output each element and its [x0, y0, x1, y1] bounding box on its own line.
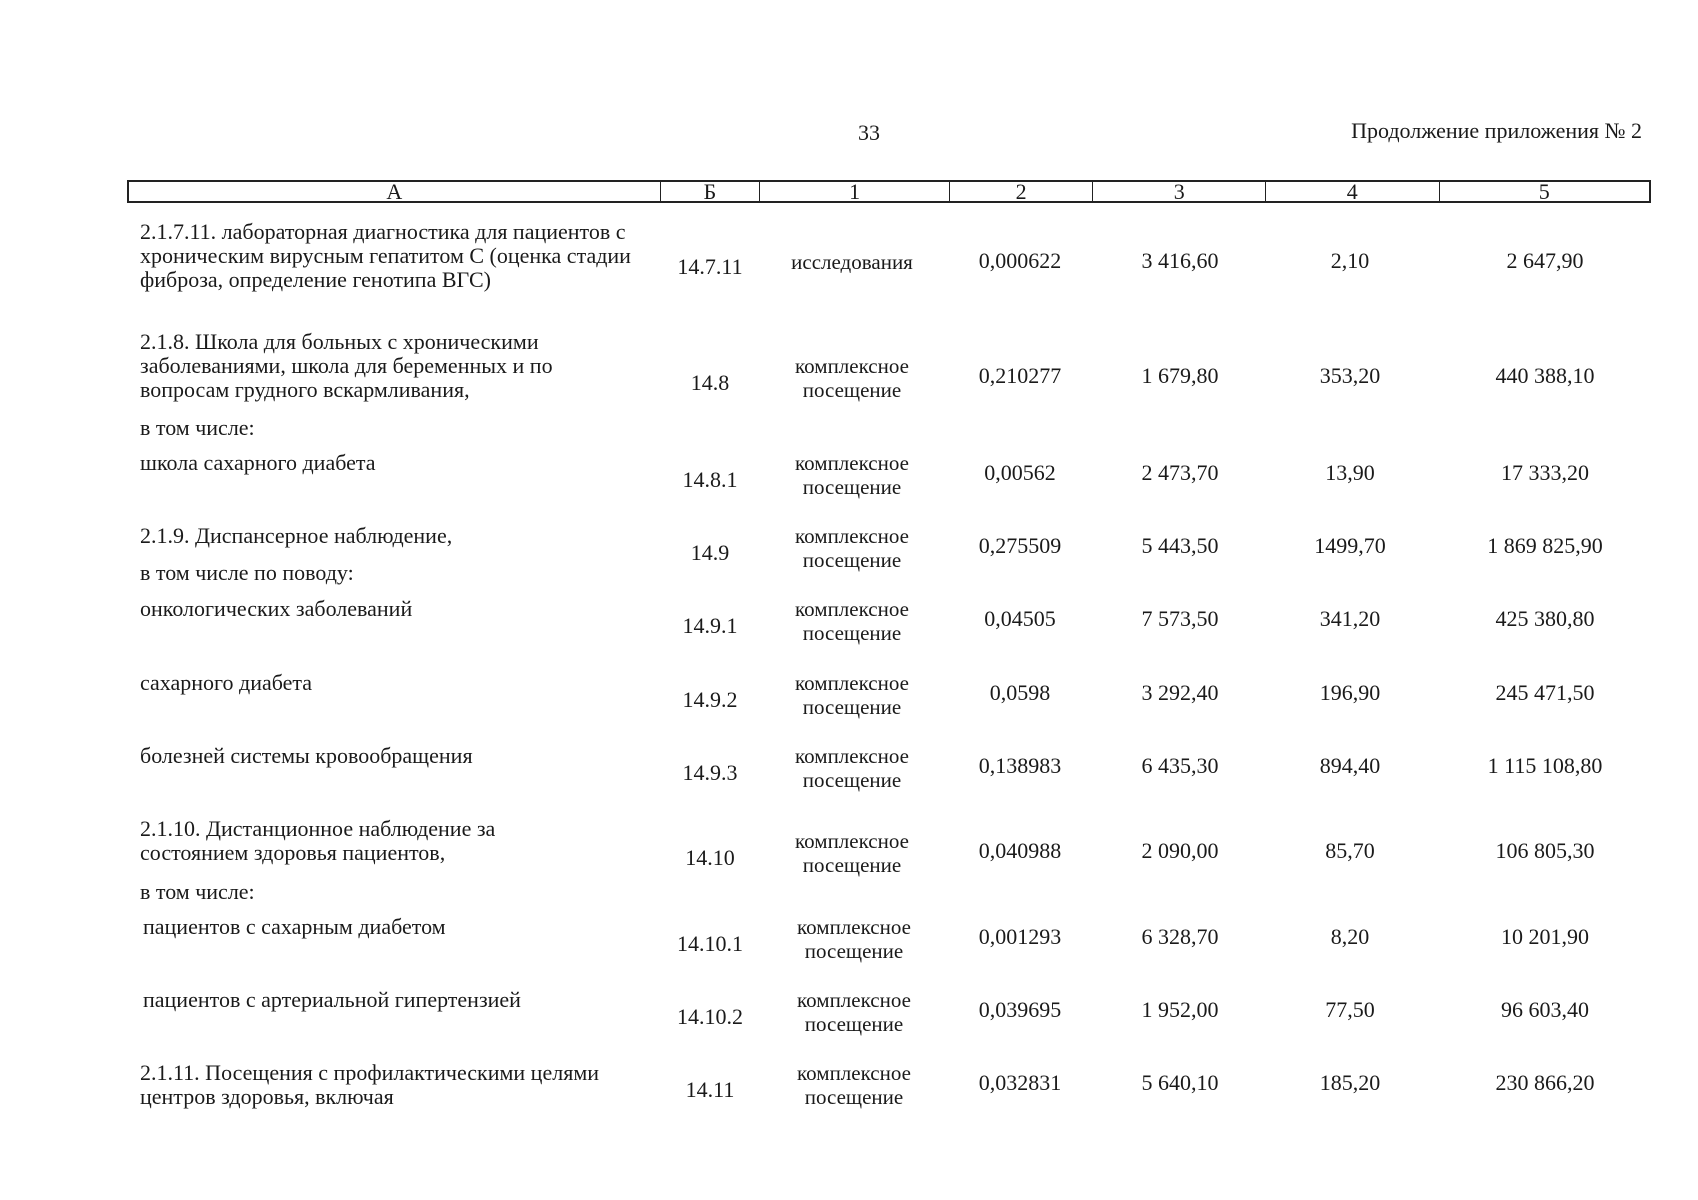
row-col3: 3 416,60: [1141, 248, 1219, 273]
row-name: школа сахарного диабета: [140, 450, 376, 475]
row-col2: 0,039695: [978, 997, 1062, 1022]
column-header-5: 5: [1439, 182, 1649, 201]
row-col5: 425 380,80: [1495, 606, 1595, 631]
row-col2: 0,00562: [984, 460, 1056, 485]
row-code: 14.9: [690, 540, 730, 565]
row-code: 14.10: [685, 845, 735, 870]
row-col4: 77,50: [1325, 997, 1375, 1022]
row-name: в том числе по поводу:: [140, 560, 354, 585]
row-code: 14.11: [685, 1077, 735, 1102]
table-header: [127, 180, 1651, 203]
row-unit: исследования: [791, 250, 913, 274]
row-unit: комплексное посещение: [795, 451, 909, 499]
row-name: в том числе:: [140, 879, 255, 904]
row-code: 14.8: [690, 370, 730, 395]
row-col2: 0,0598: [989, 680, 1051, 705]
row-col3: 5 640,10: [1141, 1070, 1219, 1095]
row-name: 2.1.8. Школа для больных с хроническими заболеваниями, школа для беременных и по вопросам грудного вскармливания,: [140, 329, 553, 402]
row-unit: комплексное посещение: [797, 988, 911, 1036]
row-col4: 1499,70: [1314, 533, 1386, 558]
row-code: 14.8.1: [682, 467, 738, 492]
row-col2: 0,000622: [978, 248, 1062, 273]
column-header-b: Б: [660, 182, 760, 201]
row-col4: 196,90: [1319, 680, 1381, 705]
continuation-label: Продолжение приложения № 2: [1351, 118, 1642, 143]
row-col3: 2 090,00: [1141, 838, 1219, 863]
row-col2: 0,275509: [978, 533, 1062, 558]
row-col3: 6 328,70: [1141, 924, 1219, 949]
page-number: 33: [858, 120, 880, 145]
row-col4: 8,20: [1330, 924, 1370, 949]
row-col3: 3 292,40: [1141, 680, 1219, 705]
row-unit: комплексное посещение: [797, 915, 911, 963]
row-name: 2.1.10. Дистанционное наблюдение за состоянием здоровья пациентов,: [140, 816, 496, 865]
column-header-4: 4: [1265, 182, 1439, 201]
row-col4: 341,20: [1319, 606, 1381, 631]
row-name: 2.1.7.11. лабораторная диагностика для пациентов с хроническим вирусным гепатитом С (оценка стадии фиброза, определение генотипа ВГС): [140, 219, 631, 292]
row-col2: 0,138983: [978, 753, 1062, 778]
row-col3: 1 952,00: [1141, 997, 1219, 1022]
row-col5: 230 866,20: [1495, 1070, 1595, 1095]
row-code: 14.10.1: [677, 931, 743, 956]
row-col2: 0,032831: [978, 1070, 1062, 1095]
row-code: 14.7.11: [677, 254, 743, 279]
row-unit: комплексное посещение: [797, 1061, 911, 1109]
row-code: 14.9.2: [682, 687, 738, 712]
row-col2: 0,04505: [984, 606, 1056, 631]
row-col4: 894,40: [1319, 753, 1381, 778]
row-name: 2.1.11. Посещения с профилактическими целями центров здоровья, включая: [140, 1060, 600, 1109]
row-code: 14.10.2: [677, 1004, 743, 1029]
row-col5: 245 471,50: [1495, 680, 1595, 705]
column-header-a: А: [386, 179, 403, 204]
row-col5: 440 388,10: [1495, 363, 1595, 388]
row-col3: 5 443,50: [1141, 533, 1219, 558]
row-name: пациентов с артериальной гипертензией: [143, 987, 521, 1012]
row-col5: 1 869 825,90: [1487, 533, 1603, 558]
row-col3: 6 435,30: [1141, 753, 1219, 778]
row-unit: комплексное посещение: [795, 671, 909, 719]
row-col2: 0,001293: [978, 924, 1062, 949]
row-col2: 0,210277: [978, 363, 1062, 388]
row-col4: 85,70: [1325, 838, 1375, 863]
row-code: 14.9.3: [682, 760, 738, 785]
row-col3: 2 473,70: [1141, 460, 1219, 485]
row-name: онкологических заболеваний: [140, 596, 413, 621]
row-col5: 10 201,90: [1501, 924, 1589, 949]
row-col4: 185,20: [1319, 1070, 1381, 1095]
row-unit: комплексное посещение: [795, 744, 909, 792]
row-col5: 106 805,30: [1495, 838, 1595, 863]
row-col4: 13,90: [1325, 460, 1375, 485]
column-header-3: 3: [1092, 182, 1265, 201]
row-unit: комплексное посещение: [795, 829, 909, 877]
row-col4: 2,10: [1330, 248, 1370, 273]
row-name: болезней системы кровообращения: [140, 743, 473, 768]
row-name: 2.1.9. Диспансерное наблюдение,: [140, 523, 453, 548]
row-col2: 0,040988: [978, 838, 1062, 863]
row-col5: 2 647,90: [1506, 248, 1584, 273]
row-col5: 17 333,20: [1501, 460, 1589, 485]
row-unit: комплексное посещение: [795, 354, 909, 402]
row-col5: 96 603,40: [1501, 997, 1589, 1022]
row-col3: 7 573,50: [1141, 606, 1219, 631]
row-name: в том числе:: [140, 415, 255, 440]
row-unit: комплексное посещение: [795, 524, 909, 572]
row-name: сахарного диабета: [140, 670, 313, 695]
column-header-2: 2: [949, 182, 1093, 201]
column-header-1: 1: [759, 182, 949, 201]
row-col3: 1 679,80: [1141, 363, 1219, 388]
row-name: пациентов с сахарным диабетом: [143, 914, 446, 939]
row-unit: комплексное посещение: [795, 597, 909, 645]
row-col5: 1 115 108,80: [1487, 753, 1603, 778]
row-code: 14.9.1: [682, 613, 738, 638]
row-col4: 353,20: [1319, 363, 1381, 388]
